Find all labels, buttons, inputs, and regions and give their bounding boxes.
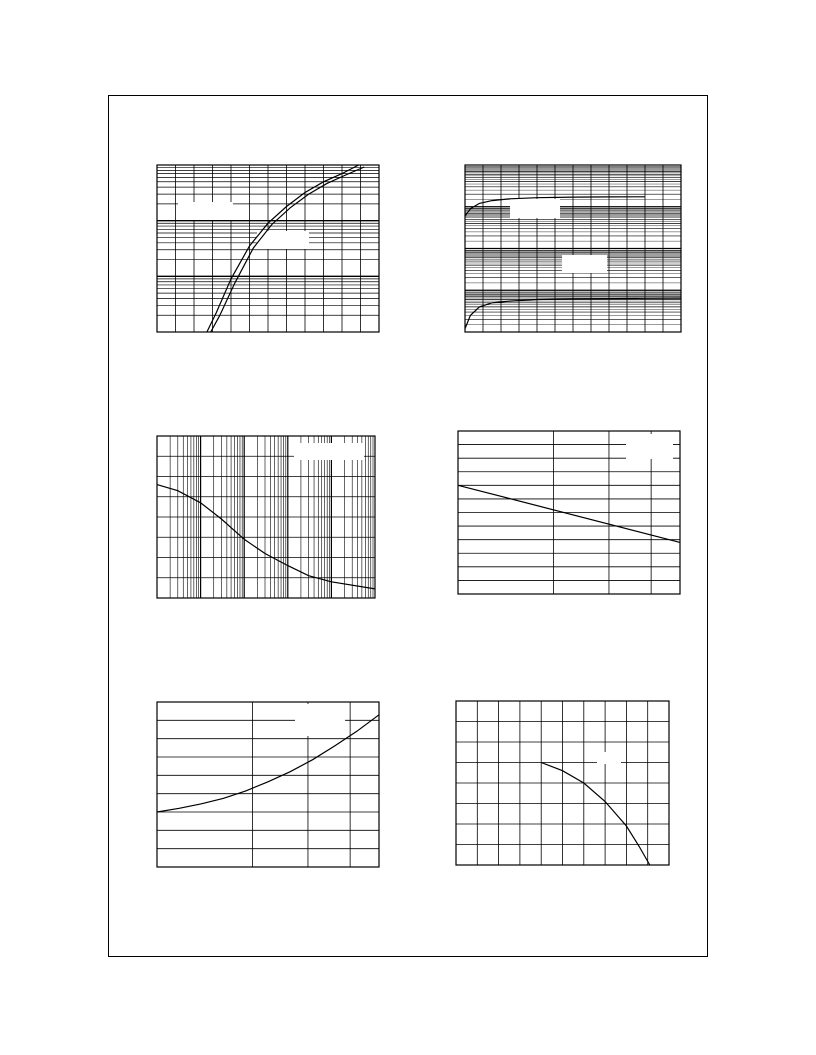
fig6-chart	[456, 701, 669, 865]
legend-box-1	[295, 704, 345, 736]
legend-box-1	[626, 434, 673, 459]
fig1-chart	[157, 165, 379, 332]
series-line-1	[157, 715, 379, 812]
legend-box-1	[597, 752, 621, 764]
fig2-chart	[465, 165, 681, 332]
legend-box-1	[294, 443, 364, 460]
fig3-chart	[157, 436, 375, 598]
plot-frame	[157, 702, 379, 867]
legend-box-1	[510, 199, 560, 218]
legend-box-1	[178, 202, 233, 220]
legend-box-2	[562, 255, 607, 273]
fig5-chart	[157, 702, 379, 867]
series-line-1	[458, 485, 680, 542]
series-line-1	[541, 763, 650, 866]
fig4-chart	[458, 431, 680, 594]
series-line-1	[157, 485, 375, 589]
